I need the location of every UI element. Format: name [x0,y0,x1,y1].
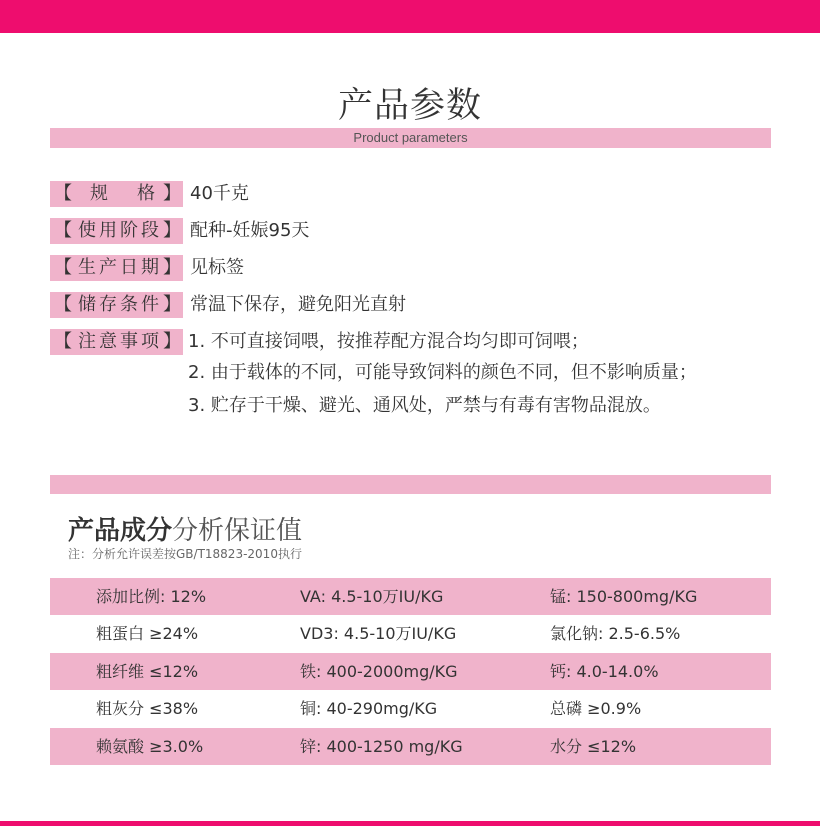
table-cell: 粗蛋白 ≥24% [96,624,199,644]
table-cell: 铜: 40-290mg/KG [300,699,438,719]
table-cell: 锰: 150-800mg/KG [550,587,698,606]
spec-value: 40千克 [190,183,249,204]
table-cell: 钙: 4.0-14.0% [550,661,659,681]
table-cell: VD3: 4.5-10万IU/KG [300,624,457,644]
page-title: 产品参数 [337,86,482,126]
table-cell: 粗纤维 ≤12% [96,661,199,681]
subtitle-band [50,128,771,148]
analysis-title-bold: 产品成分 [68,516,173,546]
table-cell: 锌: 400-1250 mg/KG [300,736,463,756]
note-line: 2. 由于载体的不同，可能导致饲料的颜色不同，但不影响质量； [188,362,697,383]
stage-label: 【 使 用 阶 段 】 [50,218,183,244]
section-divider [50,475,771,494]
notes-label: 【 注 意 事 项 】 [50,329,183,355]
table-row [50,728,771,765]
subtitle-text: Product parameters [353,130,468,145]
table-row [50,653,771,690]
bottom-accent-bar [0,821,820,826]
storage-value: 常温下保存，避免阳光直射 [190,294,406,315]
spec-label: 【 规 格 】 [50,181,183,207]
table-row [50,690,771,727]
table-cell: 粗灰分 ≤38% [96,699,199,719]
table-cell: 总磷 ≥0.9% [550,699,642,719]
note-line: 1. 不可直接饲喂，按推荐配方混合均匀即可饲喂； [188,331,589,352]
table-cell: 铁: 400-2000mg/KG [300,661,458,681]
table-cell: VA: 4.5-10万IU/KG [300,587,444,606]
analysis-table [50,578,771,765]
analysis-title [68,510,302,547]
analysis-title-rest: 分析保证值 [172,516,303,546]
analysis-note: 注：分析允许误差按GB/T18823-2010执行 [68,547,302,561]
table-row [50,578,771,615]
table-cell: 水分 ≤12% [550,736,637,756]
stage-value: 配种-妊娠95天 [190,220,310,241]
table-cell: 氯化钠: 2.5-6.5% [550,624,681,644]
top-accent-bar [0,0,820,33]
storage-label: 【 储 存 条 件 】 [50,292,183,318]
table-cell: 赖氨酸 ≥3.0% [96,736,204,756]
date-value: 见标签 [190,257,244,278]
table-row [50,615,771,652]
note-line: 3. 贮存于干燥、避光、通风处，严禁与有毒有害物品混放。 [188,395,661,416]
date-label: 【 生 产 日 期 】 [50,255,183,281]
table-cell: 添加比例: 12% [96,587,207,606]
